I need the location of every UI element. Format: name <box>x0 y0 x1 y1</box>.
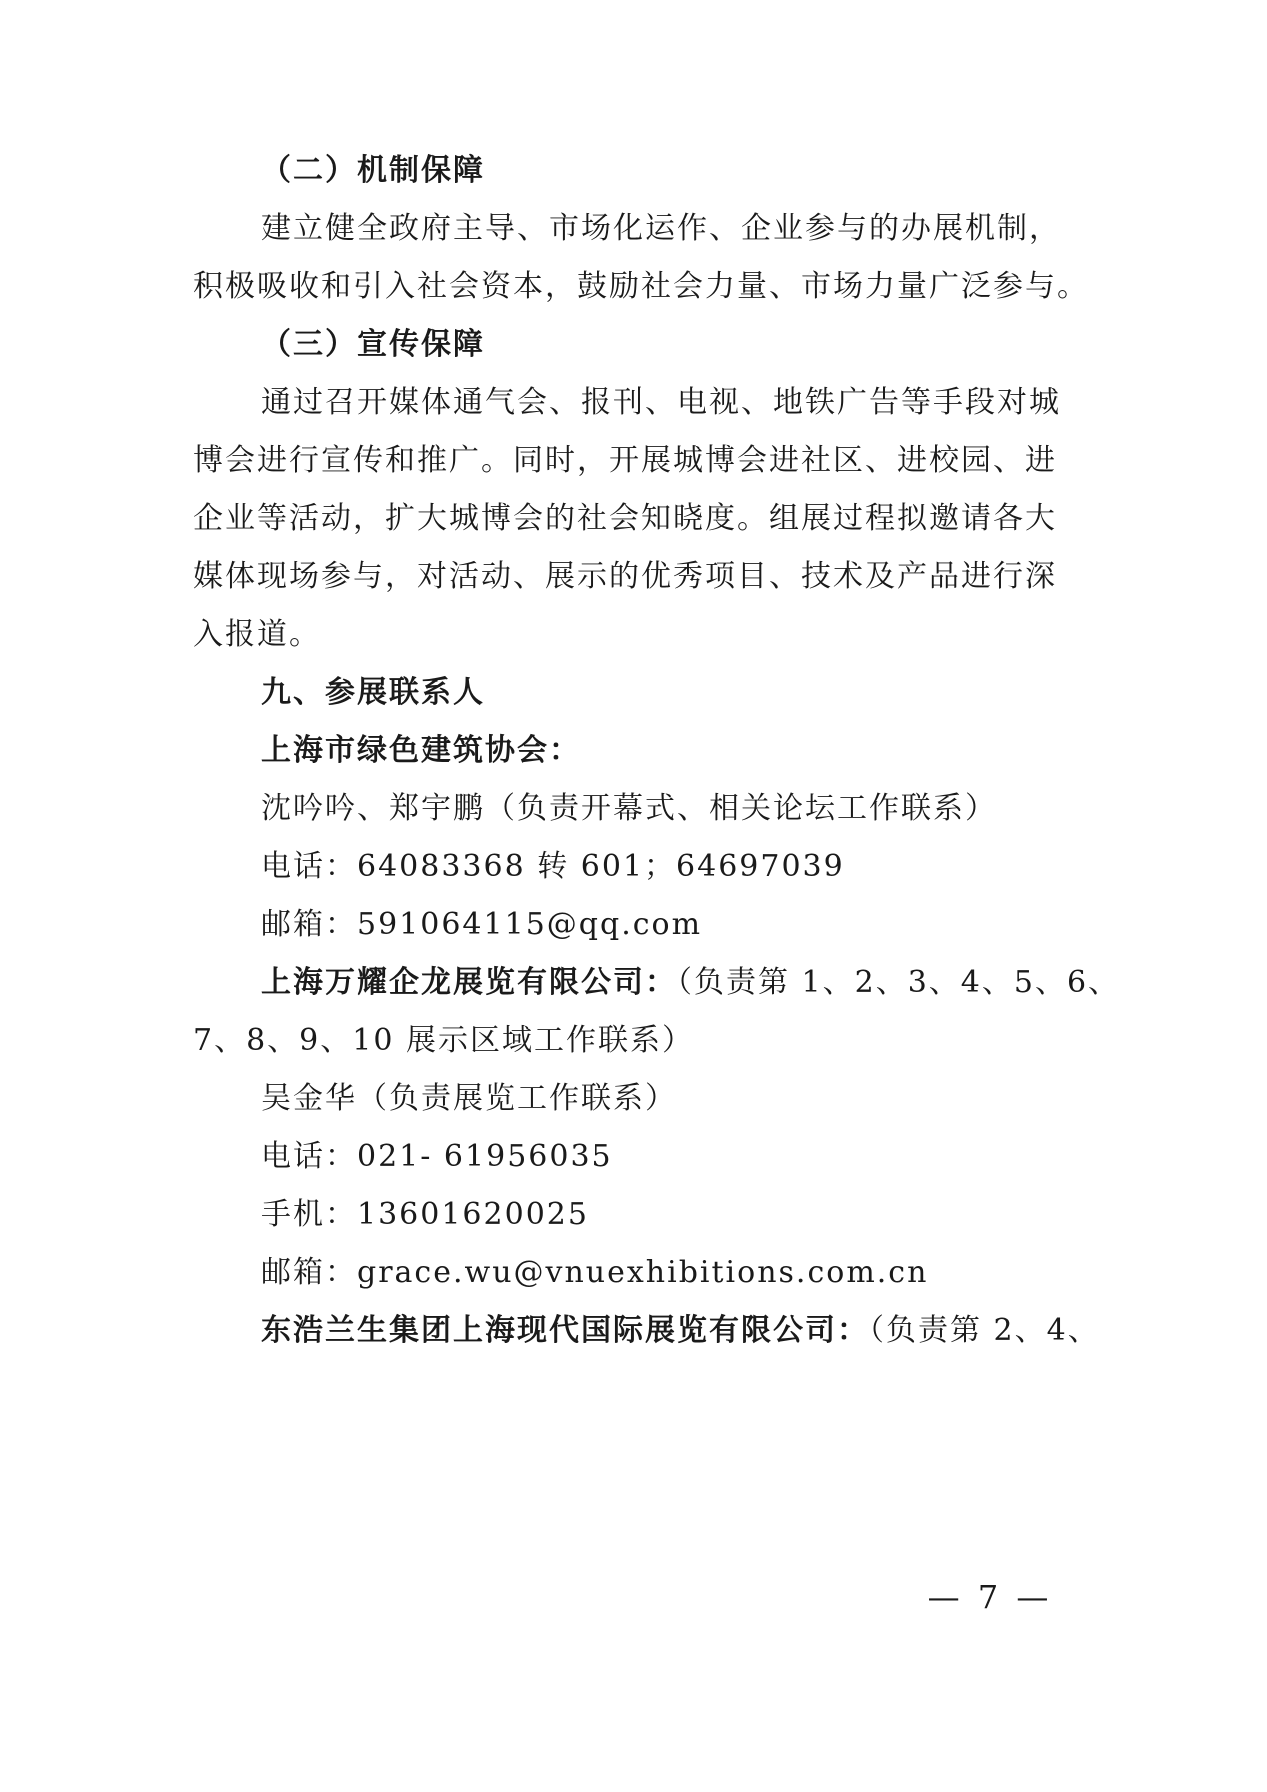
contact-email: 邮箱：591064115@qq.com <box>261 907 703 942</box>
contact-mobile: 手机：13601620025 <box>261 1197 589 1232</box>
contacts-heading: 九、参展联系人 <box>261 675 485 710</box>
org-vnu-scope: （负责第 1、2、3、4、5、6、 <box>677 965 1121 1000</box>
org-vnu-line <box>261 958 1151 1008</box>
org-green-building: 上海市绿色建筑协会： <box>261 733 581 768</box>
paragraph-line: 积极吸收和引入社会资本，鼓励社会力量、市场力量广泛参与。 <box>193 269 1089 304</box>
section-heading-publicity: （三）宣传保障 <box>261 327 485 362</box>
paragraph-line: 博会进行宣传和推广。同时，开展城博会进社区、进校园、进 <box>193 443 1057 478</box>
contact-email: 邮箱：grace.wu@vnuexhibitions.com.cn <box>261 1255 929 1290</box>
org-donghao: 东浩兰生集团上海现代国际展览有限公司： <box>261 1313 869 1348</box>
org-donghao-line <box>261 1306 1151 1356</box>
contact-phone: 电话：64083368 转 601；64697039 <box>261 849 845 884</box>
paragraph-line: 企业等活动，扩大城博会的社会知晓度。组展过程拟邀请各大 <box>193 501 1057 536</box>
paragraph-line: 通过召开媒体通气会、报刊、电视、地铁广告等手段对城 <box>261 385 1061 420</box>
org-vnu: 上海万耀企龙展览有限公司： <box>261 965 677 1000</box>
org-donghao-scope: （负责第 2、4、 <box>869 1313 1100 1348</box>
contact-phone: 电话：021- 61956035 <box>261 1139 613 1174</box>
section-heading-mechanism: （二）机制保障 <box>261 153 485 188</box>
org-vnu-scope-cont: 7、8、9、10 展示区域工作联系） <box>193 1023 694 1058</box>
paragraph-line: 入报道。 <box>193 617 321 652</box>
contact-person: 沈吟吟、郑宇鹏（负责开幕式、相关论坛工作联系） <box>261 791 997 826</box>
contact-person: 吴金华（负责展览工作联系） <box>261 1081 677 1116</box>
paragraph-line: 媒体现场参与，对活动、展示的优秀项目、技术及产品进行深 <box>193 559 1057 594</box>
paragraph-line: 建立健全政府主导、市场化运作、企业参与的办展机制， <box>261 211 1061 246</box>
page-number: — 7 — <box>927 1578 1053 1616</box>
